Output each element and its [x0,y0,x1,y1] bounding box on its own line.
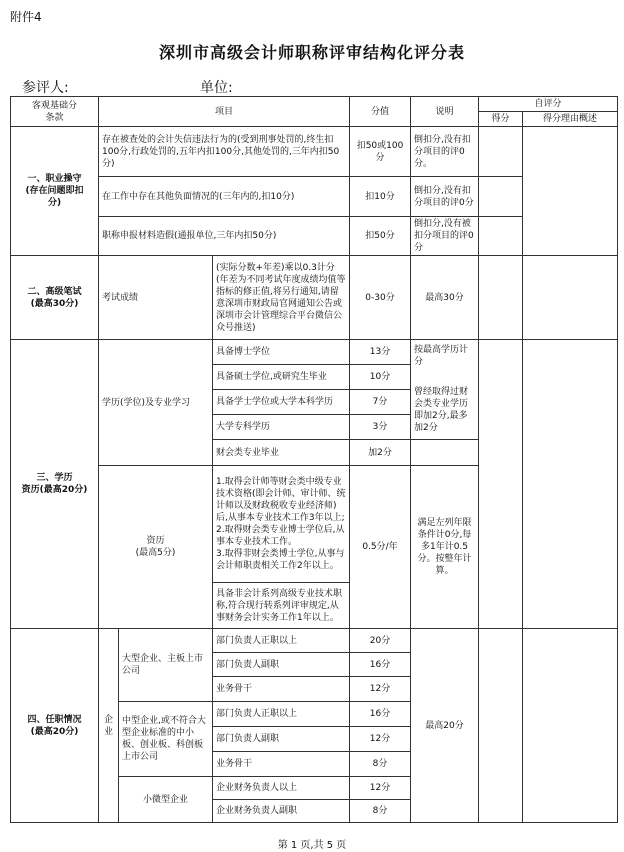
section-4-label: 四、任职情况 (最高20分) [11,629,99,823]
reason-cell[interactable] [523,256,618,340]
sec2-points: 0-30分 [350,256,411,340]
sec1-item-2: 在工作中存在其他负面情况的(三年内的,扣10分) [99,177,350,217]
scoring-table [10,96,618,823]
header-item: 项目 [99,97,350,127]
sec4-points: 20分 [350,629,411,653]
score-cell[interactable] [479,629,523,823]
sec1-points-1: 扣50或100分 [350,127,411,177]
page-footer: 第 1 页,共 5 页 [277,840,347,851]
sec3-edu-desc-1: 具备博士学位 [213,340,350,365]
sec3-exp-desc: 1.取得会计师等财会类中级专业技术资格(即会计师、审计师、统计师以及财政税收专业经济师)后,从事本专业技术工作3年以上; 2.取得财会类专业博士学位后,从事本专业技术工作。 3.取得非财会类博士学位,从事与会计师职责相关工作2年以上。 [213,466,350,583]
score-cell[interactable] [479,340,523,629]
sec3-edu-points-3: 7分 [350,390,411,415]
sec4-type-3: 小微型企业 [119,777,213,823]
score-cell[interactable] [479,256,523,340]
sec1-points-2: 扣10分 [350,177,411,217]
sec3-edu-desc-4: 大学专科学历 [213,415,350,440]
sec4-enterprise-label: 企业 [99,629,119,823]
sec1-notes-1: 倒扣分,没有扣分项目的评0分。 [411,127,479,177]
sec4-role: 部门负责人正职以上 [213,702,350,727]
reason-cell[interactable] [523,629,618,823]
sec3-edu-desc-2: 具备硕士学位,或研究生毕业 [213,365,350,390]
sec4-role: 企业财务负责人副职 [213,800,350,823]
sec1-item-1: 存在被查处的会计失信违法行为的(受到刑事处罚的,终生扣100分,行政处罚的,五年内扣100分,其他处罚的,三年内扣50分) [99,127,350,177]
sec4-points: 8分 [350,752,411,777]
reason-cell[interactable] [523,340,618,629]
section-3-label: 三、学历 资历(最高20分) [11,340,99,629]
header-score: 得分 [479,112,523,127]
sec3-exp-points: 0.5分/年 [350,466,411,629]
section-1-label: 一、职业操守 (存在问题即扣 分) [11,127,99,256]
reviewer-label: 参评人: [22,80,69,96]
sec4-notes: 最高20分 [411,629,479,823]
sec1-item-3: 职称申报材料造假(通报单位,三年内扣50分) [99,217,350,256]
sec4-role: 部门负责人副职 [213,727,350,752]
header-points: 分值 [350,97,411,127]
sec4-points: 16分 [350,653,411,677]
sec3-edu-note [411,340,479,440]
sec1-notes-2: 倒扣分,没有扣分项目的评0分 [411,177,479,217]
sec4-points: 12分 [350,727,411,752]
score-cell[interactable] [479,177,523,217]
section-2-label: 二、高级笔试 (最高30分) [11,256,99,340]
sec2-item: 考试成绩 [99,256,213,340]
header-reason: 得分理由概述 [523,112,618,127]
sec3-exp-desc-2: 具备非会计系列高级专业技术职称,符合现行转系列评审规定,从事财务会计实务工作1年以上。 [213,583,350,629]
attachment-label: 附件4 [10,10,42,24]
sec4-role: 业务骨干 [213,752,350,777]
sec4-role: 企业财务负责人以上 [213,777,350,800]
sec4-type-1: 大型企业、主板上市公司 [119,629,213,702]
score-cell[interactable] [479,127,523,177]
sec3-edu-desc-5: 财会类专业毕业 [213,440,350,466]
sec4-role: 部门负责人正职以上 [213,629,350,653]
sec3-exp-label: 资历 (最高5分) [99,466,213,629]
sec3-exp-notes: 满足左列年限条件计0分,每多1年计0.5分。按整年计算。 [411,466,479,629]
reason-cell[interactable] [523,127,618,256]
score-cell[interactable] [479,217,523,256]
header-notes: 说明 [411,97,479,127]
sec4-type-2: 中型企业,或不符合大型企业标准的中小板、创业板、科创板上市公司 [119,702,213,777]
sec2-desc: (实际分数+年差)乘以0.3计分 (年差为不同考试年度成绩均值等指标的修正值,将另行通知,请留意深圳市财政局官网通知公告或深圳市会计管理综合平台微信公众号推送) [213,256,350,340]
sec3-edu-points-5: 加2分 [350,440,411,466]
sec3-edu-points-1: 13分 [350,340,411,365]
sec4-role: 业务骨干 [213,677,350,702]
sec3-edu-note-2: 曾经取得过财会类专业学历即加2分,最多加2分 [414,387,469,433]
header-self-eval: 自评分 [479,97,618,112]
sec4-points: 16分 [350,702,411,727]
sec3-edu-points-2: 10分 [350,365,411,390]
sec4-points: 8分 [350,800,411,823]
sec3-edu-points-4: 3分 [350,415,411,440]
sec4-role: 部门负责人副职 [213,653,350,677]
sec1-points-3: 扣50分 [350,217,411,256]
sec3-edu-desc-3: 具备学士学位或大学本科学历 [213,390,350,415]
page-title: 深圳市高级会计师职称评审结构化评分表 [158,43,465,62]
sec1-notes-3: 倒扣分,没有被扣分项目的评0分 [411,217,479,256]
unit-label: 单位: [200,80,233,96]
sec4-points: 12分 [350,677,411,702]
sec3-edu-label: 学历(学位)及专业学习 [99,340,213,466]
sec3-edu-note-1: 按最高学历计分 [414,345,469,367]
header-category: 客观基础分 条款 [11,97,99,127]
sec2-notes: 最高30分 [411,256,479,340]
sec4-points: 12分 [350,777,411,800]
